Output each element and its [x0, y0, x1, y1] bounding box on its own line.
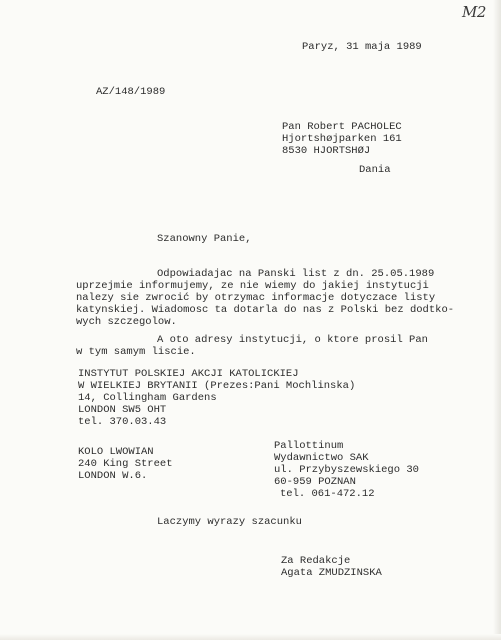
date-line: Paryz, 31 maja 1989	[302, 41, 422, 53]
signature-name: Agata ZMUDZINSKA	[281, 567, 382, 579]
paper-edge-shadow	[0, 634, 501, 640]
paragraph1-line: nalezy sie zwrocić by otrzymac informacje dotyczace listy	[76, 292, 436, 304]
paper-edge-shadow	[493, 0, 501, 640]
institute-address-line: INSTYTUT POLSKIEJ AKCJI KATOLICKIEJ	[78, 368, 299, 380]
institute-address-line: W WIELKIEJ BRYTANII (Prezes:Pani Mochlinska)	[78, 380, 356, 392]
pallottinum-address-line: ul. Przybyszewskiego 30	[274, 464, 419, 476]
recipient-city: 8530 HJORTSHØJ	[282, 145, 371, 157]
closing-line: Laczymy wyrazy szacunku	[157, 516, 302, 528]
paragraph1-line: Odpowiadajac na Panski list z dn. 25.05.1989	[157, 268, 435, 280]
kolo-address-line: 240 King Street	[78, 458, 173, 470]
recipient-street: Hjortshøjparken 161	[282, 133, 402, 145]
institute-address-line: LONDON SW5 OHT	[78, 404, 167, 416]
kolo-address-line: LONDON W.6.	[78, 470, 148, 482]
paragraph1-line: uprzejmie informujemy, ze nie wiemy do jakiej instytucji	[76, 280, 429, 292]
pallottinum-address-line: tel. 061-472.12	[280, 488, 375, 500]
institute-address-line: tel. 370.03.43	[78, 416, 167, 428]
paragraph1-line: katynskiej. Wiadomosc ta dotarla do nas z Polski bez dodtko-	[76, 304, 455, 316]
pallottinum-address-line: Wydawnictwo SAK	[274, 452, 369, 464]
salutation: Szanowny Panie,	[157, 233, 252, 245]
reference-number: AZ/148/1989	[96, 86, 166, 98]
institute-address-line: 14, Collingham Gardens	[78, 392, 217, 404]
paragraph2-line: w tym samym liscie.	[76, 346, 196, 358]
corner-handwritten-mark: M2	[462, 3, 486, 21]
signature-role: Za Redakcje	[281, 555, 351, 567]
paragraph2-line: A oto adresy instytucji, o ktore prosil Pan	[157, 334, 428, 346]
paragraph1-line: wych szczegolow.	[76, 316, 177, 328]
recipient-name: Pan Robert PACHOLEC	[282, 121, 402, 133]
pallottinum-address-line: Pallottinum	[274, 440, 344, 452]
pallottinum-address-line: 60-959 POZNAN	[274, 476, 356, 488]
kolo-address-line: KOLO LWOWIAN	[78, 446, 154, 458]
recipient-country: Dania	[359, 164, 391, 176]
